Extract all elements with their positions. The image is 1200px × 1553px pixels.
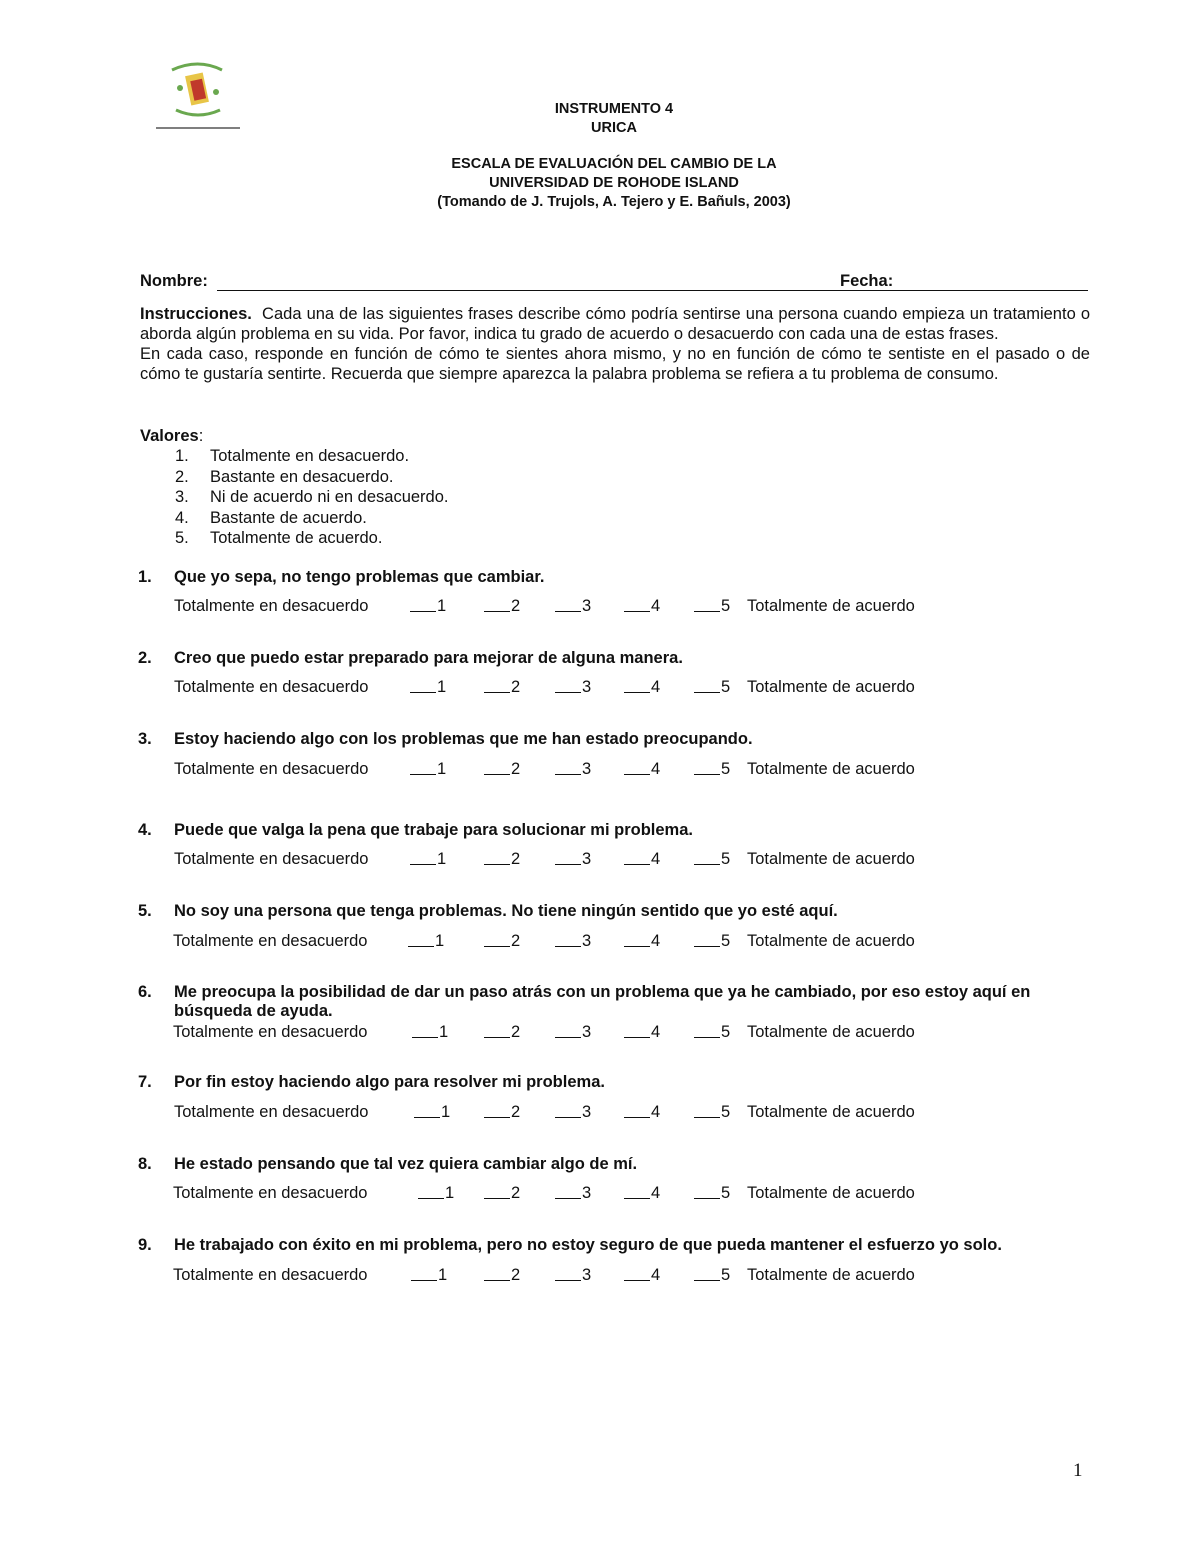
rating-option-4[interactable]: 4 — [624, 597, 651, 617]
values-item-num: 1. — [175, 447, 189, 466]
instrument-subtitle: URICA — [591, 120, 637, 136]
values-item-text: Ni de acuerdo ni en desacuerdo. — [210, 488, 449, 507]
rating-scale — [174, 850, 974, 870]
question-8 — [138, 1155, 1093, 1202]
rating-option-5[interactable]: 5 — [694, 1023, 721, 1043]
rating-option-5[interactable]: 5 — [694, 597, 721, 617]
rating-option-1[interactable]: 1 — [412, 1023, 439, 1043]
values-item — [140, 446, 740, 466]
question-number: 9. — [138, 1236, 152, 1254]
rating-option-3[interactable]: 3 — [555, 597, 582, 617]
question-6 — [138, 983, 1093, 1041]
rating-option-2[interactable]: 2 — [484, 1103, 511, 1123]
rating-scale — [174, 1103, 974, 1123]
rating-option-4[interactable]: 4 — [624, 678, 651, 698]
instructions-paragraph-1: Cada una de las siguientes frases describe cómo podría sentirse una persona cuando empieza un tratamiento o aborda algún problema en su vida. Por favor, indica tu grado de acuerdo o desacuerdo con cada una de estas frases. — [140, 305, 1091, 343]
rating-option-5[interactable]: 5 — [694, 850, 721, 870]
rating-scale — [174, 597, 974, 617]
scale-right-label: Totalmente de acuerdo — [747, 1184, 915, 1202]
question-number: 8. — [138, 1155, 152, 1173]
question-text: Me preocupa la posibilidad de dar un paso atrás con un problema que ya he cambiado, por eso estoy aquí en búsqueda de ayuda. — [174, 983, 1031, 1020]
rating-option-4[interactable]: 4 — [624, 932, 651, 952]
question-number: 3. — [138, 730, 152, 748]
question-4 — [138, 821, 1093, 868]
scale-right-label: Totalmente de acuerdo — [747, 850, 915, 868]
rating-option-4[interactable]: 4 — [624, 1184, 651, 1204]
rating-option-1[interactable]: 1 — [410, 760, 437, 780]
question-number: 1. — [138, 568, 152, 586]
scale-left-label: Totalmente en desacuerdo — [174, 850, 369, 868]
rating-scale — [173, 932, 973, 952]
question-number: 4. — [138, 821, 152, 839]
values-item-text: Totalmente de acuerdo. — [210, 528, 383, 547]
rating-option-2[interactable]: 2 — [484, 678, 511, 698]
rating-option-3[interactable]: 3 — [555, 1184, 582, 1204]
rating-option-4[interactable]: 4 — [624, 850, 651, 870]
scale-title-line2: UNIVERSIDAD DE ROHODE ISLAND — [489, 175, 739, 191]
rating-option-2[interactable]: 2 — [484, 1184, 511, 1204]
rating-option-1[interactable]: 1 — [418, 1184, 445, 1204]
scale-right-label: Totalmente de acuerdo — [747, 1023, 915, 1041]
rating-scale — [173, 1184, 973, 1204]
rating-option-2[interactable]: 2 — [484, 760, 511, 780]
rating-option-4[interactable]: 4 — [624, 1266, 651, 1286]
page-number: 1 — [1073, 1460, 1083, 1481]
question-text: Puede que valga la pena que trabaje para solucionar mi problema. — [174, 821, 693, 839]
values-item-num: 3. — [175, 488, 189, 507]
rating-option-5[interactable]: 5 — [694, 1266, 721, 1286]
values-title: Valores — [140, 427, 199, 445]
rating-option-4[interactable]: 4 — [624, 1103, 651, 1123]
rating-option-5[interactable]: 5 — [694, 932, 721, 952]
rating-option-2[interactable]: 2 — [484, 932, 511, 952]
question-text: Por fin estoy haciendo algo para resolver mi problema. — [174, 1073, 605, 1091]
rating-option-5[interactable]: 5 — [694, 760, 721, 780]
rating-option-5[interactable]: 5 — [694, 1103, 721, 1123]
name-date-row — [140, 272, 1090, 292]
rating-option-1[interactable]: 1 — [411, 1266, 438, 1286]
rating-scale — [173, 1023, 973, 1043]
scale-left-label: Totalmente en desacuerdo — [174, 678, 369, 696]
scale-left-label: Totalmente en desacuerdo — [174, 760, 369, 778]
scale-right-label: Totalmente de acuerdo — [747, 932, 915, 950]
scale-left-label: Totalmente en desacuerdo — [174, 597, 369, 615]
instructions-label: Instrucciones. — [140, 305, 252, 323]
rating-scale — [174, 678, 974, 698]
values-item-text: Bastante en desacuerdo. — [210, 467, 394, 486]
instructions — [140, 304, 1090, 384]
scale-right-label: Totalmente de acuerdo — [747, 760, 915, 778]
scale-title-line1: ESCALA DE EVALUACIÓN DEL CAMBIO DE LA — [451, 156, 777, 172]
values-item-num: 2. — [175, 467, 189, 486]
rating-option-1[interactable]: 1 — [414, 1103, 441, 1123]
question-text: Estoy haciendo algo con los problemas que me han estado preocupando. — [174, 730, 753, 748]
question-text: He trabajado con éxito en mi problema, pero no estoy seguro de que pueda mantener el esfuerzo yo solo. — [174, 1236, 1002, 1254]
values-item — [140, 467, 740, 487]
rating-option-1[interactable]: 1 — [410, 678, 437, 698]
scale-left-label: Totalmente en desacuerdo — [173, 1184, 368, 1202]
question-text: No soy una persona que tenga problemas. No tiene ningún sentido que yo esté aquí. — [174, 902, 838, 920]
rating-option-4[interactable]: 4 — [624, 1023, 651, 1043]
values-item-text: Totalmente en desacuerdo. — [210, 447, 410, 466]
scale-right-label: Totalmente de acuerdo — [747, 1266, 915, 1284]
rating-option-5[interactable]: 5 — [694, 1184, 721, 1204]
rating-option-2[interactable]: 2 — [484, 850, 511, 870]
fecha-field[interactable] — [902, 290, 1088, 291]
scale-right-label: Totalmente de acuerdo — [747, 678, 915, 696]
rating-option-2[interactable]: 2 — [484, 597, 511, 617]
rating-option-4[interactable]: 4 — [624, 760, 651, 780]
rating-option-1[interactable]: 1 — [408, 932, 435, 952]
instructions-paragraph-2: En cada caso, responde en función de cómo te sientes ahora mismo, y no en función de cómo te sentiste en el pasado o de cómo te gustaría sentirte. Recuerda que siempre aparezca la palabra problema se refiera a tu problema de consumo. — [140, 345, 1090, 383]
rating-option-3[interactable]: 3 — [555, 678, 582, 698]
rating-option-2[interactable]: 2 — [484, 1266, 511, 1286]
question-7 — [138, 1073, 1093, 1121]
question-1 — [138, 568, 1093, 615]
question-text: Que yo sepa, no tengo problemas que cambiar. — [174, 568, 545, 586]
rating-scale — [174, 760, 974, 780]
rating-option-3[interactable]: 3 — [555, 932, 582, 952]
scale-right-label: Totalmente de acuerdo — [747, 597, 915, 615]
question-text: Creo que puedo estar preparado para mejorar de alguna manera. — [174, 649, 683, 667]
nombre-label: Nombre: — [140, 272, 208, 290]
question-number: 5. — [138, 902, 152, 920]
question-2 — [138, 649, 1093, 696]
scale-right-label: Totalmente de acuerdo — [747, 1103, 915, 1121]
values-item-num: 5. — [175, 528, 189, 547]
rating-option-2[interactable]: 2 — [484, 1023, 511, 1043]
source-citation: (Tomando de J. Trujols, A. Tejero y E. Bañuls, 2003) — [437, 194, 791, 210]
values-item — [140, 487, 740, 507]
rating-option-3[interactable]: 3 — [555, 850, 582, 870]
question-5 — [138, 902, 1093, 950]
rating-option-3[interactable]: 3 — [555, 1266, 582, 1286]
values-item-num: 4. — [175, 508, 189, 527]
rating-option-3[interactable]: 3 — [555, 1103, 582, 1123]
question-number: 7. — [138, 1073, 152, 1091]
scale-left-label: Totalmente en desacuerdo — [173, 1266, 368, 1284]
rating-option-3[interactable]: 3 — [555, 760, 582, 780]
rating-option-1[interactable]: 1 — [410, 597, 437, 617]
scale-left-label: Totalmente en desacuerdo — [173, 1023, 368, 1041]
question-number: 2. — [138, 649, 152, 667]
rating-option-1[interactable]: 1 — [410, 850, 437, 870]
values-legend: Valores: 1. Totalmente en desacuerdo. 2. Bastante en desacuerdo. 3. Ni de acuerdo ni en desacuerdo. 4. Bastante de acuerdo. 5. Totalmente de acuerdo. — [140, 426, 740, 548]
scale-left-label: Totalmente en desacuerdo — [174, 1103, 369, 1121]
fecha-label: Fecha: — [840, 272, 894, 290]
values-item — [140, 528, 740, 548]
question-3 — [138, 730, 1093, 778]
question-text: He estado pensando que tal vez quiera cambiar algo de mí. — [174, 1155, 638, 1173]
question-9 — [138, 1236, 1093, 1284]
values-item-text: Bastante de acuerdo. — [210, 508, 367, 527]
values-item — [140, 508, 740, 528]
scale-left-label: Totalmente en desacuerdo — [173, 932, 368, 950]
question-number: 6. — [138, 983, 152, 1001]
rating-scale — [173, 1266, 973, 1286]
instrument-title: INSTRUMENTO 4 — [554, 101, 674, 117]
rating-option-3[interactable]: 3 — [555, 1023, 582, 1043]
rating-option-5[interactable]: 5 — [694, 678, 721, 698]
